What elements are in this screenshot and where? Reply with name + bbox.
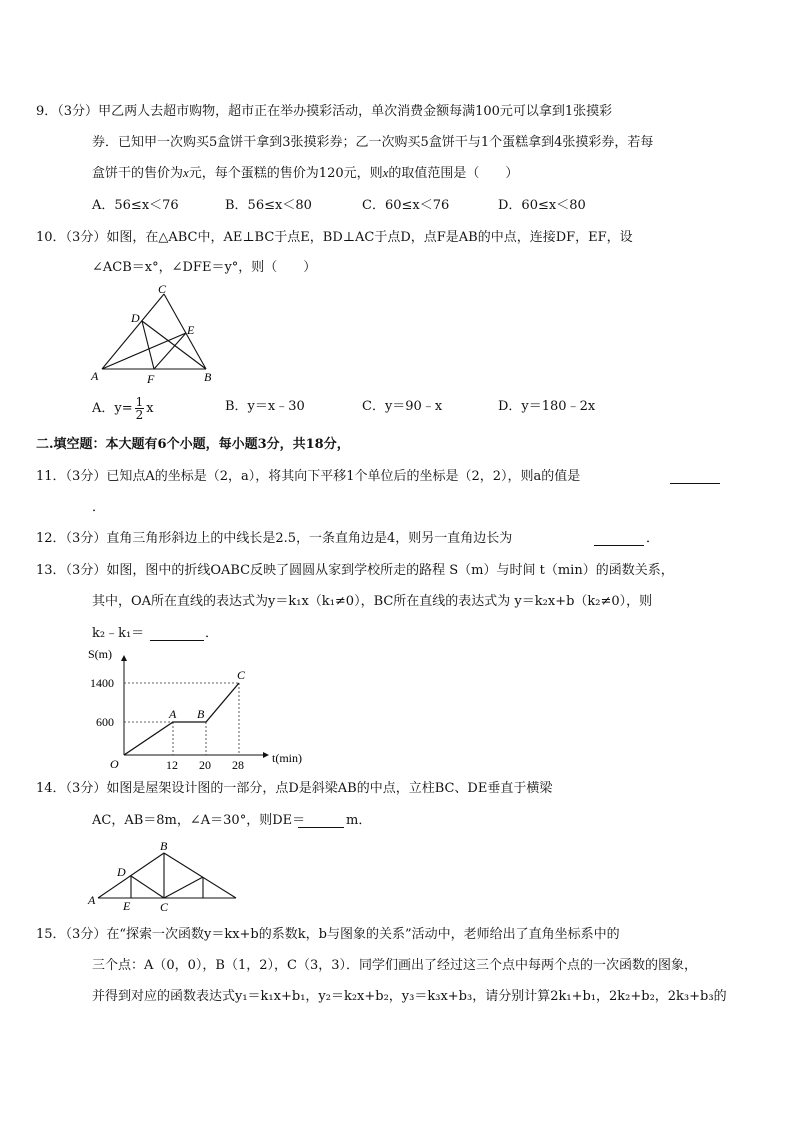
q10-segment-ae bbox=[102, 333, 186, 369]
q9-number: 9． bbox=[36, 104, 58, 119]
q13-ytick-1400: 1400 bbox=[90, 676, 114, 690]
q10-label-d: D bbox=[131, 311, 140, 325]
q13-xtick-12: 12 bbox=[166, 758, 178, 772]
q14-label-a: A bbox=[88, 893, 96, 907]
q10-option-c: C．y＝90﹣x bbox=[362, 399, 443, 414]
q9-score: （3分） bbox=[57, 104, 99, 119]
q14-end: m． bbox=[346, 813, 372, 828]
q10-label-e: E bbox=[187, 323, 195, 337]
q11-line2: ． bbox=[92, 500, 106, 515]
q12-end: ． bbox=[646, 531, 660, 546]
q13-xtick-20: 20 bbox=[199, 758, 211, 772]
q9-option-a: A．56≤x＜76 bbox=[92, 198, 179, 213]
q9-line2: 券．已知甲一次购买5盒饼干拿到3张摸彩券；乙一次购买5盒饼干与1个蛋糕拿到4张摸彩券，若每 bbox=[92, 135, 654, 150]
q10-label-f: F bbox=[147, 372, 155, 386]
q12-answer-blank[interactable] bbox=[594, 532, 644, 546]
q10-label-c: C bbox=[158, 284, 167, 296]
q15-line2: 三个点：A（0，0），B（1，2），C（3，3）．同学们画出了经过这三个点中每两个点的一次函数的图象， bbox=[92, 958, 698, 973]
q13-xtick-28: 28 bbox=[232, 758, 244, 772]
q13-line2: 其中，OA所在直线的表达式为y＝k₁x（k₁≠0），BC所在直线的表达式为 y＝k₂x+b（k₂≠0），则 bbox=[92, 594, 653, 609]
q13-x-label: t(min) bbox=[272, 751, 302, 765]
q14-roof-truss-figure bbox=[86, 838, 246, 912]
q13-line3: k₂﹣k₁＝ bbox=[92, 626, 145, 641]
q13-line1: 13．（3分）如图，图中的折线OABC反映了圆圆从家到学校所走的路程 S（m）与时间 t（min）的函数关系， bbox=[36, 563, 674, 578]
q13-point-b: B bbox=[197, 707, 205, 721]
q14-rafter-right bbox=[164, 853, 236, 898]
q14-line2: AC，AB＝8m，∠A＝30°，则DE＝ bbox=[92, 813, 306, 828]
q14-label-e: E bbox=[123, 899, 131, 912]
q11-line1: 11．（3分）已知点A的坐标是（2，a），将其向下平移1个单位后的坐标是（2，2），则a的值是 bbox=[36, 469, 581, 484]
q10-option-d: D．y＝180﹣2x bbox=[498, 399, 596, 414]
q14-line1: 14．（3分）如图是屋架设计图的一部分，点D是斜梁AB的中点，立柱BC、DE垂直于横梁 bbox=[36, 781, 553, 796]
q10-label-b: B bbox=[204, 370, 212, 384]
q13-polyline-oabc bbox=[124, 683, 239, 755]
q10-label-a: A bbox=[91, 369, 99, 383]
q14-label-b: B bbox=[160, 839, 168, 853]
q9-option-c: C．60≤x＜76 bbox=[362, 198, 450, 213]
q13-answer-blank[interactable] bbox=[150, 627, 204, 641]
q10-line2: ∠ACB＝x°，∠DFE＝y°，则（ ） bbox=[92, 260, 317, 275]
q10-side-cb bbox=[164, 294, 206, 369]
q15-line1: 15．（3分）在“探索一次函数y＝kx+b的系数k，b与图象的关系”活动中，老师给出了直角坐标系中的 bbox=[36, 927, 620, 942]
q13-distance-time-graph bbox=[84, 644, 324, 774]
q14-brace-right bbox=[164, 877, 203, 898]
q14-answer-blank[interactable] bbox=[298, 814, 344, 828]
q11-answer-blank[interactable] bbox=[670, 470, 720, 484]
q10-line1: 10．（3分）如图，在△ABC中，AE⊥BC于点E，BD⊥AC于点D，点F是AB的中点，连接DF，EF，设 bbox=[36, 230, 633, 245]
q9-option-b: B．56≤x＜80 bbox=[225, 198, 312, 213]
q10-option-a: A．y= $\frac{1}{2}$ x bbox=[92, 395, 154, 422]
q13-end: ． bbox=[205, 626, 219, 641]
q13-ytick-600: 600 bbox=[96, 715, 114, 729]
q10-option-b: B．y＝x﹣30 bbox=[225, 399, 305, 414]
q13-point-c: C bbox=[237, 668, 246, 682]
q14-label-d: D bbox=[117, 865, 126, 879]
q9-line3: 盒饼干的售价为x元，每个蛋糕的售价为120元，则x的取值范围是（ ） bbox=[92, 165, 519, 181]
q13-origin-label: O bbox=[110, 757, 119, 771]
q9-option-d: D．60≤x＜80 bbox=[498, 198, 586, 213]
q12-line1: 12．（3分）直角三角形斜边上的中线长是2.5，一条直角边是4，则另一直角边长为 bbox=[36, 531, 513, 546]
q13-point-a: A bbox=[169, 707, 177, 721]
q9-line1: 9．（3分）甲乙两人去超市购物，超市正在举办摸彩活动，单次消费金额每满100元可以拿到1张摸彩 bbox=[36, 104, 613, 119]
q14-label-c: C bbox=[160, 900, 169, 912]
q13-y-label: S(m) bbox=[88, 647, 112, 661]
q10-side-ac bbox=[102, 294, 164, 369]
q10-triangle-figure bbox=[88, 284, 224, 386]
q14-brace-left bbox=[131, 876, 164, 898]
q15-line3: 并得到对应的函数表达式y₁＝k₁x+b₁，y₂＝k₂x+b₂，y₃＝k₃x+b₃，请分别计算2k₁+b₁，2k₂+b₂，2k₃+b₃的 bbox=[92, 989, 727, 1004]
section-fill-blank-heading: 二.填空题：本大题有6个小题，每小题3分，共18分， bbox=[36, 437, 350, 452]
q10-fraction: $\frac{1}{2}$ bbox=[135, 395, 144, 422]
q10-segment-bd bbox=[142, 321, 206, 369]
